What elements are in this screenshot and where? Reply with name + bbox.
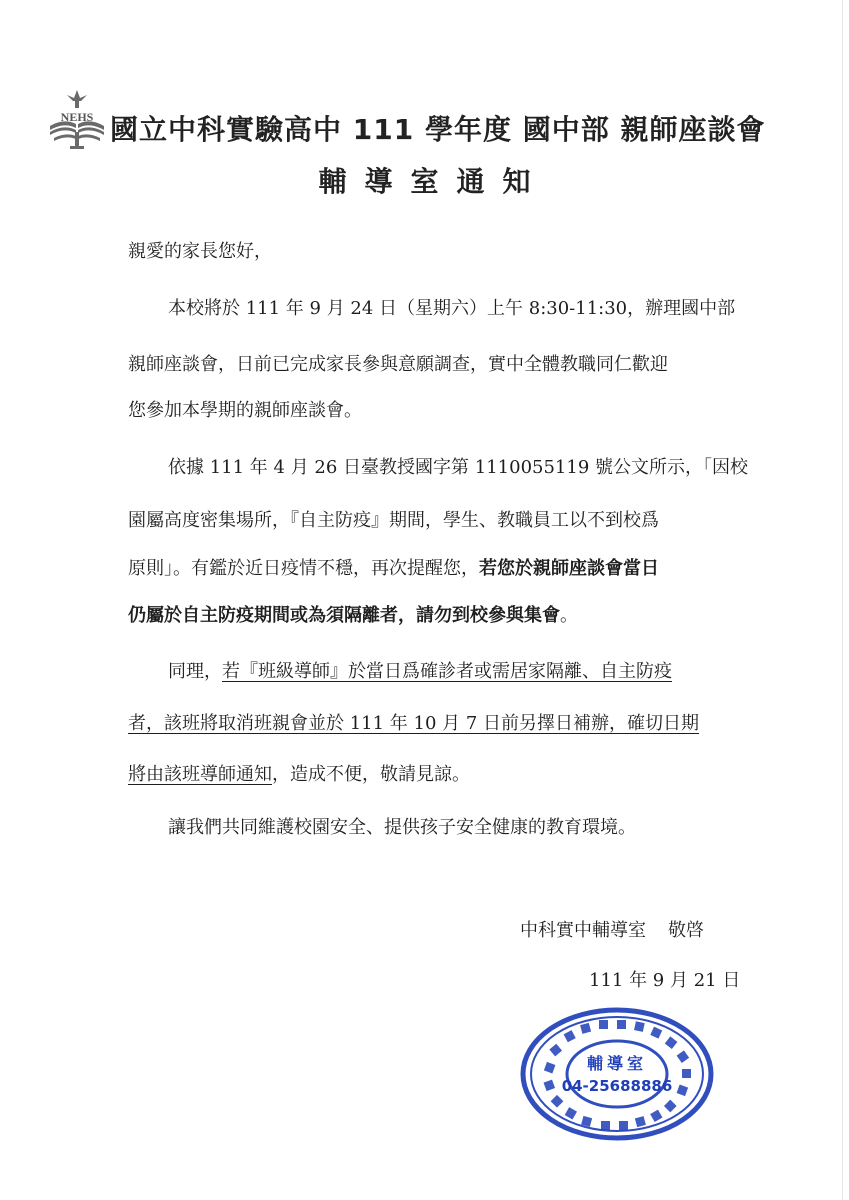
para3-underlined-3: 將由該班導師通知	[128, 764, 272, 785]
para3-underlined-2: 者，該班將取消班親會並於 111 年 10 月 7 日前另擇日補辦，確切日期	[128, 713, 700, 734]
stamp-office-label: 輔導室	[586, 1054, 648, 1073]
para3-line1-text: 同理，	[168, 661, 222, 682]
para2-line1: 依據 111 年 4 月 26 日臺教授國字第 1110055119 號公文所示，「因校	[168, 457, 749, 478]
signature-office: 中科實中輔導室	[520, 920, 646, 941]
stamp-phone: 04-25688886	[561, 1077, 673, 1095]
para4: 讓我們共同維護校園安全、提供孩子安全健康的教育環境。	[168, 817, 636, 838]
para2-line2: 園屬高度密集場所，『自主防疫』期間，學生、教職員工以不到校爲	[128, 510, 659, 531]
para2-warning-end: 仍屬於自主防疫期間或為須隔離者，請勿到校參與集會	[128, 605, 560, 626]
para1-line3: 您參加本學期的親師座談會。	[128, 400, 362, 421]
para2-line4	[128, 606, 728, 626]
para1-line1: 本校將於 111 年 9 月 24 日（星期六）上午 8:30-11:30，辦理國中部	[168, 298, 736, 319]
greeting: 親愛的家長您好，	[128, 241, 272, 262]
signature	[520, 916, 704, 942]
para3-line2	[128, 714, 728, 734]
signature-closing: 敬啓	[668, 920, 704, 941]
para1-line2: 親師座談會，日前已完成家長參與意願調查，實中全體教職同仁歡迎	[128, 354, 668, 375]
para3-line3-text: ，造成不便，敬請見諒。	[272, 764, 470, 785]
school-logo	[46, 88, 108, 154]
para2-line3	[128, 559, 728, 579]
notice-title: 國立中科實驗高中 111 學年度 國中部 親師座談會	[110, 113, 766, 146]
logo-text: NEHS	[60, 110, 94, 124]
office-seal-stamp	[519, 1006, 715, 1142]
para3-line1	[168, 662, 768, 682]
para3-line3	[128, 765, 728, 785]
signature-date: 111 年 9 月 21 日	[589, 970, 741, 991]
para3-underlined-1: 若『班級導師』於當日爲確診者或需居家隔離、自主防疫	[222, 661, 672, 682]
para2-line4-end: 。	[560, 605, 578, 626]
notice-subtitle: 輔導室通知	[318, 165, 549, 198]
para2-line3-text: 原則」。有鑑於近日疫情不穩，再次提醒您，	[128, 558, 479, 579]
para2-warning-start: 若您於親師座談會當日	[479, 558, 659, 579]
